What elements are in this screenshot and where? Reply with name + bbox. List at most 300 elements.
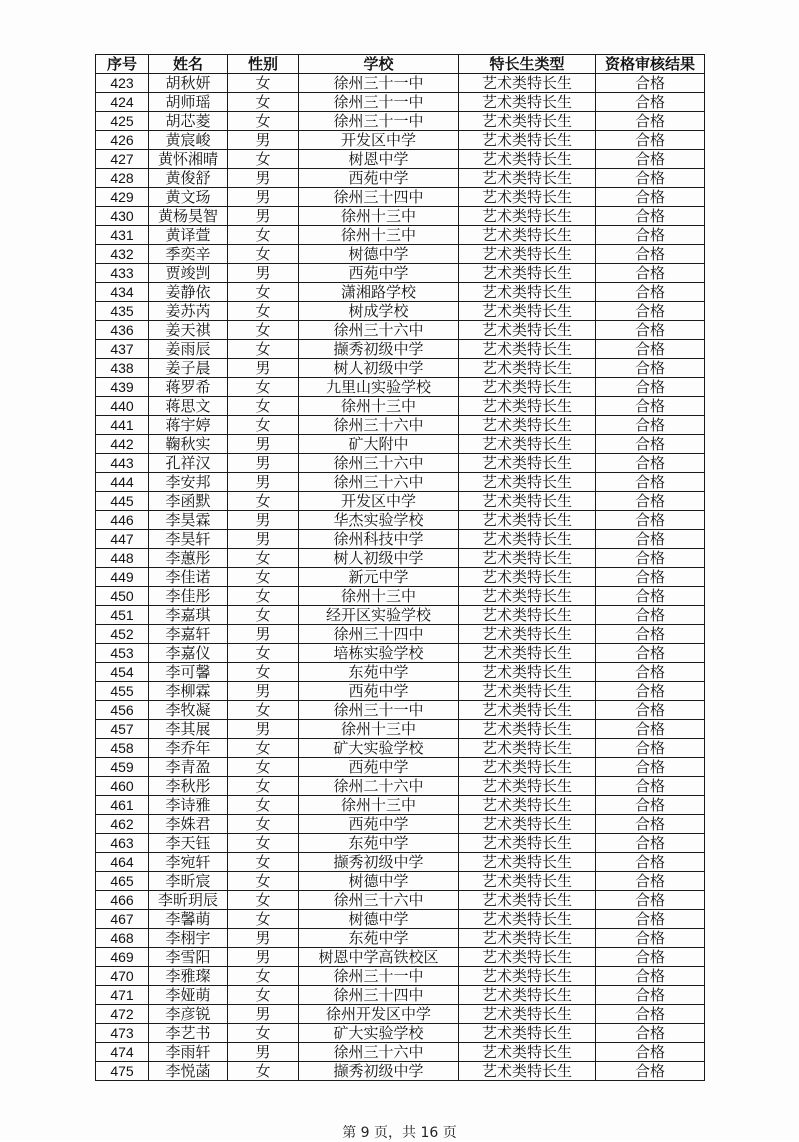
table-row [96, 1043, 705, 1062]
cell-review-result: 合格 [596, 720, 705, 739]
cell-name: 李昕玥辰 [149, 891, 228, 910]
cell-gender: 男 [228, 264, 299, 283]
cell-name: 李佳彤 [149, 587, 228, 606]
cell-review-result: 合格 [596, 834, 705, 853]
cell-name: 蒋思文 [149, 397, 228, 416]
header-school: 学校 [299, 55, 459, 74]
cell-gender: 女 [228, 796, 299, 815]
cell-specialty-type: 艺术类特长生 [459, 891, 596, 910]
table-row [96, 473, 705, 492]
cell-school: 徐州十三中 [299, 397, 459, 416]
cell-review-result: 合格 [596, 1005, 705, 1024]
cell-gender: 女 [228, 150, 299, 169]
cell-school: 树人初级中学 [299, 549, 459, 568]
cell-gender: 男 [228, 530, 299, 549]
cell-specialty-type: 艺术类特长生 [459, 1043, 596, 1062]
cell-school: 徐州十三中 [299, 796, 459, 815]
cell-number: 425 [96, 112, 149, 131]
cell-review-result: 合格 [596, 625, 705, 644]
cell-school: 撷秀初级中学 [299, 1062, 459, 1081]
cell-specialty-type: 艺术类特长生 [459, 834, 596, 853]
cell-name: 李娅萌 [149, 986, 228, 1005]
cell-name: 李姝君 [149, 815, 228, 834]
cell-school: 矿大附中 [299, 435, 459, 454]
table-row [96, 169, 705, 188]
table-row [96, 682, 705, 701]
cell-gender: 男 [228, 435, 299, 454]
cell-school: 徐州十三中 [299, 720, 459, 739]
cell-gender: 女 [228, 910, 299, 929]
cell-gender: 女 [228, 549, 299, 568]
table-row [96, 283, 705, 302]
cell-number: 470 [96, 967, 149, 986]
cell-name: 黄宸峻 [149, 131, 228, 150]
table-row [96, 188, 705, 207]
table-row [96, 853, 705, 872]
cell-gender: 女 [228, 245, 299, 264]
cell-gender: 女 [228, 340, 299, 359]
cell-name: 李诗雅 [149, 796, 228, 815]
cell-number: 439 [96, 378, 149, 397]
table-row [96, 207, 705, 226]
cell-school: 徐州十三中 [299, 207, 459, 226]
cell-name: 李昕宸 [149, 872, 228, 891]
table-row [96, 910, 705, 929]
cell-school: 经开区实验学校 [299, 606, 459, 625]
table-row [96, 416, 705, 435]
cell-specialty-type: 艺术类特长生 [459, 1024, 596, 1043]
cell-gender: 女 [228, 321, 299, 340]
results-table [95, 54, 705, 1081]
table-row [96, 549, 705, 568]
cell-specialty-type: 艺术类特长生 [459, 1005, 596, 1024]
cell-name: 姜子晨 [149, 359, 228, 378]
cell-school: 徐州十三中 [299, 226, 459, 245]
cell-gender: 女 [228, 663, 299, 682]
cell-review-result: 合格 [596, 1043, 705, 1062]
cell-specialty-type: 艺术类特长生 [459, 701, 596, 720]
cell-school: 树人初级中学 [299, 359, 459, 378]
cell-number: 423 [96, 74, 149, 93]
cell-name: 李昊霖 [149, 511, 228, 530]
cell-name: 李安邦 [149, 473, 228, 492]
cell-name: 李嘉仪 [149, 644, 228, 663]
cell-name: 李彦锐 [149, 1005, 228, 1024]
cell-review-result: 合格 [596, 188, 705, 207]
cell-specialty-type: 艺术类特长生 [459, 321, 596, 340]
cell-review-result: 合格 [596, 587, 705, 606]
cell-number: 438 [96, 359, 149, 378]
cell-number: 427 [96, 150, 149, 169]
cell-school: 矿大实验学校 [299, 739, 459, 758]
cell-name: 李可馨 [149, 663, 228, 682]
cell-specialty-type: 艺术类特长生 [459, 530, 596, 549]
cell-number: 471 [96, 986, 149, 1005]
cell-specialty-type: 艺术类特长生 [459, 74, 596, 93]
cell-number: 451 [96, 606, 149, 625]
cell-gender: 女 [228, 739, 299, 758]
cell-name: 李悦菡 [149, 1062, 228, 1081]
cell-number: 453 [96, 644, 149, 663]
cell-specialty-type: 艺术类特长生 [459, 397, 596, 416]
cell-review-result: 合格 [596, 910, 705, 929]
cell-specialty-type: 艺术类特长生 [459, 948, 596, 967]
cell-name: 姜静依 [149, 283, 228, 302]
cell-name: 李雅璨 [149, 967, 228, 986]
cell-review-result: 合格 [596, 986, 705, 1005]
table-row [96, 321, 705, 340]
page-number: 第 9 页，共 16 页 [342, 1125, 457, 1141]
cell-review-result: 合格 [596, 606, 705, 625]
cell-number: 472 [96, 1005, 149, 1024]
cell-gender: 女 [228, 834, 299, 853]
cell-name: 季奕辛 [149, 245, 228, 264]
table-row [96, 834, 705, 853]
cell-specialty-type: 艺术类特长生 [459, 378, 596, 397]
cell-review-result: 合格 [596, 226, 705, 245]
cell-school: 徐州三十四中 [299, 188, 459, 207]
table-row [96, 929, 705, 948]
table-row [96, 701, 705, 720]
table-row [96, 815, 705, 834]
cell-gender: 男 [228, 682, 299, 701]
table-row [96, 986, 705, 1005]
cell-name: 黄译萱 [149, 226, 228, 245]
cell-review-result: 合格 [596, 758, 705, 777]
cell-school: 徐州三十六中 [299, 321, 459, 340]
cell-school: 树恩中学高铁校区 [299, 948, 459, 967]
cell-gender: 女 [228, 74, 299, 93]
table-row [96, 397, 705, 416]
cell-name: 胡师瑶 [149, 93, 228, 112]
cell-name: 李蕙彤 [149, 549, 228, 568]
cell-specialty-type: 艺术类特长生 [459, 435, 596, 454]
cell-review-result: 合格 [596, 492, 705, 511]
table-row [96, 587, 705, 606]
cell-number: 441 [96, 416, 149, 435]
cell-school: 徐州三十一中 [299, 701, 459, 720]
cell-name: 李牧凝 [149, 701, 228, 720]
cell-gender: 男 [228, 720, 299, 739]
cell-specialty-type: 艺术类特长生 [459, 796, 596, 815]
cell-number: 464 [96, 853, 149, 872]
cell-gender: 女 [228, 777, 299, 796]
cell-school: 徐州三十一中 [299, 112, 459, 131]
table-row [96, 606, 705, 625]
cell-review-result: 合格 [596, 283, 705, 302]
cell-gender: 女 [228, 853, 299, 872]
cell-number: 436 [96, 321, 149, 340]
cell-gender: 女 [228, 226, 299, 245]
cell-specialty-type: 艺术类特长生 [459, 967, 596, 986]
cell-number: 429 [96, 188, 149, 207]
cell-gender: 女 [228, 986, 299, 1005]
cell-review-result: 合格 [596, 435, 705, 454]
cell-gender: 男 [228, 473, 299, 492]
cell-review-result: 合格 [596, 321, 705, 340]
cell-review-result: 合格 [596, 150, 705, 169]
cell-specialty-type: 艺术类特长生 [459, 625, 596, 644]
cell-review-result: 合格 [596, 112, 705, 131]
cell-gender: 女 [228, 93, 299, 112]
cell-specialty-type: 艺术类特长生 [459, 359, 596, 378]
cell-gender: 女 [228, 397, 299, 416]
cell-specialty-type: 艺术类特长生 [459, 131, 596, 150]
cell-specialty-type: 艺术类特长生 [459, 169, 596, 188]
cell-specialty-type: 艺术类特长生 [459, 473, 596, 492]
cell-gender: 男 [228, 929, 299, 948]
cell-specialty-type: 艺术类特长生 [459, 226, 596, 245]
header-name: 姓名 [149, 55, 228, 74]
table-row [96, 1062, 705, 1081]
cell-number: 462 [96, 815, 149, 834]
cell-specialty-type: 艺术类特长生 [459, 340, 596, 359]
cell-specialty-type: 艺术类特长生 [459, 188, 596, 207]
cell-name: 胡芯菱 [149, 112, 228, 131]
cell-review-result: 合格 [596, 359, 705, 378]
cell-school: 华杰实验学校 [299, 511, 459, 530]
cell-number: 465 [96, 872, 149, 891]
cell-name: 李嘉轩 [149, 625, 228, 644]
cell-specialty-type: 艺术类特长生 [459, 910, 596, 929]
cell-school: 徐州三十六中 [299, 473, 459, 492]
cell-school: 徐州三十六中 [299, 454, 459, 473]
cell-number: 448 [96, 549, 149, 568]
table-row [96, 226, 705, 245]
cell-gender: 男 [228, 511, 299, 530]
table-header-row [96, 55, 705, 74]
cell-number: 442 [96, 435, 149, 454]
cell-gender: 男 [228, 454, 299, 473]
cell-school: 徐州三十四中 [299, 625, 459, 644]
cell-review-result: 合格 [596, 549, 705, 568]
cell-review-result: 合格 [596, 682, 705, 701]
table-row [96, 131, 705, 150]
cell-school: 西苑中学 [299, 815, 459, 834]
cell-name: 李雪阳 [149, 948, 228, 967]
cell-review-result: 合格 [596, 74, 705, 93]
cell-specialty-type: 艺术类特长生 [459, 720, 596, 739]
table-row [96, 644, 705, 663]
cell-review-result: 合格 [596, 796, 705, 815]
cell-school: 潇湘路学校 [299, 283, 459, 302]
cell-name: 李嘉琪 [149, 606, 228, 625]
table-row [96, 891, 705, 910]
cell-name: 李艺书 [149, 1024, 228, 1043]
table-row [96, 625, 705, 644]
table-row [96, 112, 705, 131]
cell-name: 李昊轩 [149, 530, 228, 549]
cell-gender: 男 [228, 188, 299, 207]
table-row [96, 93, 705, 112]
table-body [96, 74, 705, 1081]
cell-gender: 男 [228, 625, 299, 644]
cell-review-result: 合格 [596, 701, 705, 720]
cell-specialty-type: 艺术类特长生 [459, 853, 596, 872]
cell-school: 撷秀初级中学 [299, 340, 459, 359]
table-row [96, 568, 705, 587]
cell-school: 树成学校 [299, 302, 459, 321]
cell-gender: 女 [228, 872, 299, 891]
table-row [96, 435, 705, 454]
cell-number: 446 [96, 511, 149, 530]
cell-name: 蒋罗希 [149, 378, 228, 397]
cell-review-result: 合格 [596, 131, 705, 150]
cell-number: 466 [96, 891, 149, 910]
cell-school: 徐州开发区中学 [299, 1005, 459, 1024]
header-specialty-type: 特长生类型 [459, 55, 596, 74]
cell-review-result: 合格 [596, 207, 705, 226]
table-row [96, 530, 705, 549]
table-row [96, 74, 705, 93]
cell-review-result: 合格 [596, 302, 705, 321]
cell-specialty-type: 艺术类特长生 [459, 568, 596, 587]
cell-review-result: 合格 [596, 948, 705, 967]
cell-specialty-type: 艺术类特长生 [459, 150, 596, 169]
cell-number: 469 [96, 948, 149, 967]
cell-review-result: 合格 [596, 169, 705, 188]
cell-school: 徐州科技中学 [299, 530, 459, 549]
cell-number: 443 [96, 454, 149, 473]
cell-gender: 女 [228, 701, 299, 720]
cell-name: 黄文玚 [149, 188, 228, 207]
cell-school: 徐州三十一中 [299, 74, 459, 93]
cell-review-result: 合格 [596, 1024, 705, 1043]
cell-name: 蒋宇婷 [149, 416, 228, 435]
cell-number: 435 [96, 302, 149, 321]
cell-school: 树德中学 [299, 910, 459, 929]
cell-name: 胡秋妍 [149, 74, 228, 93]
cell-specialty-type: 艺术类特长生 [459, 815, 596, 834]
table-row [96, 967, 705, 986]
cell-number: 454 [96, 663, 149, 682]
cell-number: 430 [96, 207, 149, 226]
cell-name: 李函默 [149, 492, 228, 511]
cell-school: 树恩中学 [299, 150, 459, 169]
cell-school: 徐州三十一中 [299, 967, 459, 986]
cell-specialty-type: 艺术类特长生 [459, 511, 596, 530]
cell-number: 473 [96, 1024, 149, 1043]
cell-number: 431 [96, 226, 149, 245]
table-row [96, 302, 705, 321]
cell-school: 徐州三十一中 [299, 93, 459, 112]
table-row [96, 739, 705, 758]
cell-gender: 女 [228, 568, 299, 587]
cell-review-result: 合格 [596, 378, 705, 397]
cell-specialty-type: 艺术类特长生 [459, 302, 596, 321]
cell-specialty-type: 艺术类特长生 [459, 929, 596, 948]
cell-specialty-type: 艺术类特长生 [459, 777, 596, 796]
cell-name: 李青盈 [149, 758, 228, 777]
cell-school: 西苑中学 [299, 682, 459, 701]
cell-number: 456 [96, 701, 149, 720]
cell-gender: 女 [228, 758, 299, 777]
cell-name: 李佳诺 [149, 568, 228, 587]
cell-review-result: 合格 [596, 853, 705, 872]
cell-name: 李其展 [149, 720, 228, 739]
cell-review-result: 合格 [596, 1062, 705, 1081]
cell-school: 东苑中学 [299, 929, 459, 948]
cell-specialty-type: 艺术类特长生 [459, 245, 596, 264]
table-row [96, 1024, 705, 1043]
cell-gender: 女 [228, 606, 299, 625]
cell-review-result: 合格 [596, 245, 705, 264]
cell-school: 开发区中学 [299, 492, 459, 511]
cell-review-result: 合格 [596, 416, 705, 435]
cell-gender: 男 [228, 359, 299, 378]
cell-number: 434 [96, 283, 149, 302]
cell-gender: 女 [228, 492, 299, 511]
cell-number: 424 [96, 93, 149, 112]
cell-gender: 男 [228, 1043, 299, 1062]
cell-name: 李栩宇 [149, 929, 228, 948]
cell-school: 徐州三十四中 [299, 986, 459, 1005]
cell-specialty-type: 艺术类特长生 [459, 986, 596, 1005]
cell-number: 432 [96, 245, 149, 264]
cell-gender: 女 [228, 967, 299, 986]
cell-number: 444 [96, 473, 149, 492]
cell-number: 457 [96, 720, 149, 739]
cell-gender: 女 [228, 644, 299, 663]
cell-number: 428 [96, 169, 149, 188]
cell-review-result: 合格 [596, 967, 705, 986]
cell-gender: 女 [228, 378, 299, 397]
cell-number: 445 [96, 492, 149, 511]
cell-number: 475 [96, 1062, 149, 1081]
cell-school: 西苑中学 [299, 264, 459, 283]
cell-review-result: 合格 [596, 568, 705, 587]
cell-number: 461 [96, 796, 149, 815]
cell-school: 徐州三十六中 [299, 1043, 459, 1062]
cell-school: 徐州十三中 [299, 587, 459, 606]
cell-gender: 女 [228, 815, 299, 834]
cell-specialty-type: 艺术类特长生 [459, 682, 596, 701]
table-row [96, 150, 705, 169]
cell-school: 新元中学 [299, 568, 459, 587]
cell-number: 440 [96, 397, 149, 416]
cell-specialty-type: 艺术类特长生 [459, 872, 596, 891]
cell-gender: 男 [228, 131, 299, 150]
cell-specialty-type: 艺术类特长生 [459, 663, 596, 682]
cell-review-result: 合格 [596, 872, 705, 891]
cell-review-result: 合格 [596, 891, 705, 910]
cell-number: 447 [96, 530, 149, 549]
header-gender: 性别 [228, 55, 299, 74]
cell-review-result: 合格 [596, 93, 705, 112]
cell-name: 姜苏芮 [149, 302, 228, 321]
cell-name: 李柳霖 [149, 682, 228, 701]
cell-number: 450 [96, 587, 149, 606]
cell-number: 437 [96, 340, 149, 359]
cell-name: 孔祥汉 [149, 454, 228, 473]
cell-review-result: 合格 [596, 511, 705, 530]
cell-specialty-type: 艺术类特长生 [459, 1062, 596, 1081]
cell-gender: 女 [228, 416, 299, 435]
cell-specialty-type: 艺术类特长生 [459, 93, 596, 112]
cell-specialty-type: 艺术类特长生 [459, 264, 596, 283]
cell-name: 姜雨辰 [149, 340, 228, 359]
cell-school: 徐州二十六中 [299, 777, 459, 796]
cell-name: 黄杨昊智 [149, 207, 228, 226]
cell-specialty-type: 艺术类特长生 [459, 283, 596, 302]
cell-school: 西苑中学 [299, 169, 459, 188]
cell-specialty-type: 艺术类特长生 [459, 112, 596, 131]
cell-number: 459 [96, 758, 149, 777]
table-row [96, 378, 705, 397]
cell-school: 九里山实验学校 [299, 378, 459, 397]
cell-gender: 男 [228, 948, 299, 967]
cell-name: 李雨轩 [149, 1043, 228, 1062]
